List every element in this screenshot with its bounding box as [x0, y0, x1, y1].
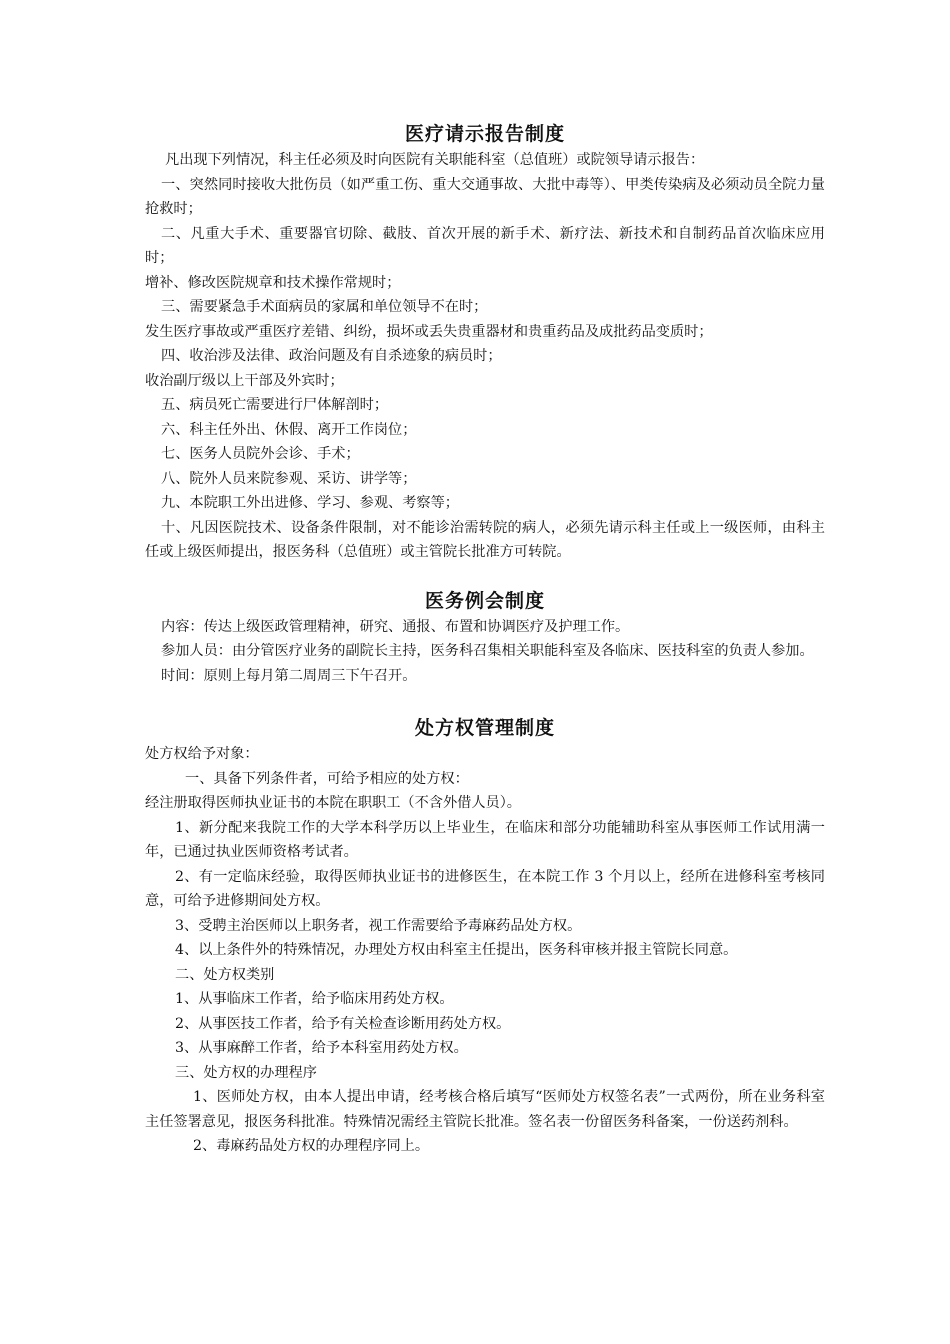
paragraph: 二、处方权类别 [175, 966, 275, 983]
paragraph: 1、从事临床工作者，给予临床用药处方权。 [175, 991, 454, 1007]
paragraph: 一、突然同时接收大批伤员（如严重工伤、重大交通事故、大批中毒等）、甲类传染病及必须动员全院力量抢救时； [145, 176, 825, 217]
paragraph: 增补、修改医院规章和技术操作常规时； [145, 274, 401, 291]
paragraph: 十、凡因医院技术、设备条件限制，对不能诊治需转院的病人，必须先请示科主任或上一级医师，由科主任或上级医师提出，报医务科（总值班）或主管院长批准方可转院。 [145, 519, 825, 560]
paragraph: 一、具备下列条件者，可给予相应的处方权： [185, 770, 469, 787]
paragraph: 九、本院职工外出进修、学习、参观、考察等； [161, 495, 459, 511]
paragraph: 3、受聘主治医师以上职务者，视工作需要给予毒麻药品处方权。 [175, 917, 582, 934]
paragraph: 1、医师处方权，由本人提出申请，经考核合格后填写“医师处方权签名表”一式两份，所在业务科室主任签署意见，报医务科批准。特殊情况需经主管院长批准。签名表一份留医务科备案，一份送药剂科。 [145, 1089, 825, 1130]
paragraph: 凡出现下列情况，科主任必须及时向医院有关职能科室（总值班）或院领导请示报告： [165, 152, 705, 168]
paragraph: 四、收治涉及法律、政治问题及有自杀迹象的病员时； [161, 348, 502, 364]
paragraph: 处方权给予对象： [145, 746, 259, 762]
paragraph: 1、新分配来我院工作的大学本科学历以上毕业生，在临床和部分功能辅助科室从事医师工作试用满一年，已通过执业医师资格考试者。 [145, 819, 825, 860]
section-title-prescription: 处方权管理制度 [414, 717, 555, 739]
paragraph: 八、院外人员来院参观、采访、讲学等； [161, 470, 417, 487]
paragraph: 三、处方权的办理程序 [175, 1064, 317, 1081]
paragraph: 三、需要紧急手术面病员的家属和单位领导不在时； [161, 299, 488, 315]
paragraph: 3、从事麻醉工作者，给予本科室用药处方权。 [175, 1040, 468, 1056]
section-title-meeting: 医务例会制度 [424, 589, 545, 612]
paragraph: 发生医疗事故或严重医疗差错、纠纷，损坏或丢失贵重器材和贵重药品及成批药品变质时； [145, 323, 713, 340]
paragraph: 二、凡重大手术、重要器官切除、截肢、首次开展的新手术、新疗法、新技术和自制药品首次临床应用时； [145, 225, 825, 266]
paragraph: 六、科主任外出、休假、离开工作岗位； [161, 421, 417, 438]
paragraph: 2、从事医技工作者，给予有关检查诊断用药处方权。 [175, 1015, 511, 1032]
section-title-report: 医疗请示报告制度 [404, 123, 565, 145]
paragraph: 4、以上条件外的特殊情况，办理处方权由科室主任提出，医务科审核并报主管院长同意。 [175, 942, 738, 958]
paragraph: 参加人员：由分管医疗业务的副院长主持，医务科召集相关职能科室及各临床、医技科室的负责人参加。 [161, 643, 814, 659]
paragraph: 内容：传达上级医政管理精神，研究、通报、布置和协调医疗及护理工作。 [161, 618, 630, 635]
paragraph: 七、医务人员院外会诊、手术； [161, 446, 360, 462]
paragraph: 经注册取得医师执业证书的本院在职职工（不含外借人员）。 [145, 795, 521, 811]
paragraph: 五、病员死亡需要进行尸体解剖时； [161, 397, 389, 413]
paragraph: 时间：原则上每月第二周周三下午召开。 [161, 667, 417, 684]
document-page [145, 120, 825, 1159]
paragraph: 2、有一定临床经验，取得医师执业证书的进修医生，在本院工作 3 个月以上，经所在进修科室考核同意，可给予进修期间处方权。 [145, 868, 825, 909]
paragraph: 收治副厅级以上干部及外宾时； [145, 372, 344, 389]
paragraph: 2、毒麻药品处方权的办理程序同上。 [193, 1138, 430, 1154]
